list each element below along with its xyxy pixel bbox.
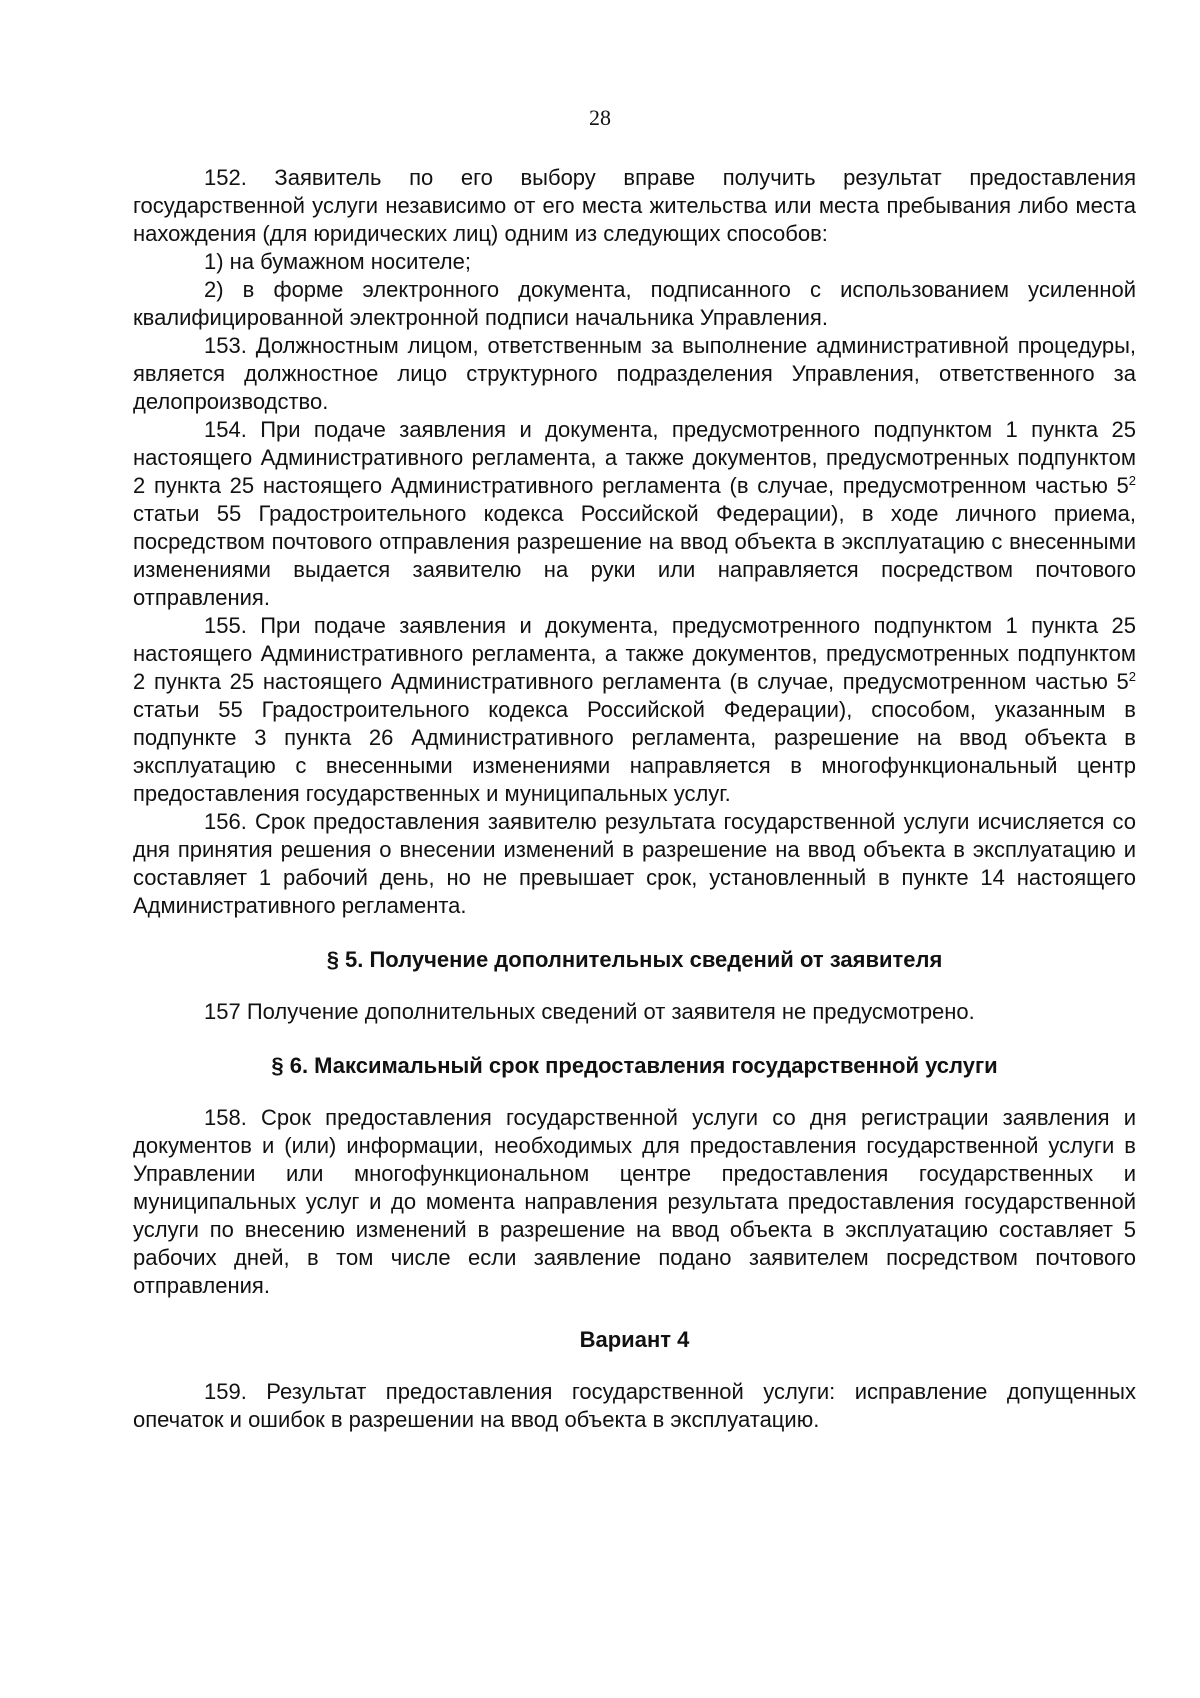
section-5-heading: § 5. Получение дополнительных сведений от заявителя [326,947,943,972]
paragraph-154-part-b: статьи 55 Градостроительного кодекса Российской Федерации), в ходе личного приема, посредством почтового отправления разрешение на ввод объекта в эксплуатацию с внесенными изменениями выдается заявителю на руки или направляется посредством почтового отправления. [133,501,1136,610]
paragraph-157: 157 Получение дополнительных сведений от заявителя не предусмотрено. [204,999,975,1024]
paragraph-153: 153. Должностным лицом, ответственным за выполнение административной процедуры, является должностное лицо структурного подразделения Управления, ответственного за делопроизводство. [133,333,1136,414]
document-body [133,164,1136,1434]
paragraph-159: 159. Результат предоставления государственной услуги: исправление допущенных опечаток и ошибок в разрешении на ввод объекта в эксплуатацию. [133,1379,1136,1432]
paragraph-154 [133,416,1136,612]
paragraph-152-item-1: 1) на бумажном носителе; [204,249,471,274]
paragraph-156: 156. Срок предоставления заявителю результата государственной услуги исчисляется со дня принятия решения о внесении изменений в разрешение на ввод объекта в эксплуатацию и составляет 1 рабочий день, но не превышает срок, установленный в пункте 14 настоящего Административного регламента. [133,809,1136,918]
paragraph-155-superscript: 2 [1128,669,1136,684]
paragraph-154-part-a: 154. При подаче заявления и документа, предусмотренного подпунктом 1 пункта 25 настоящего Административного регламента, а также документов, предусмотренных подпунктом 2 пункта 25 настоящего Административного регламента (в случае, предусмотренном частью 5 [133,417,1136,498]
paragraph-155-part-b: статьи 55 Градостроительного кодекса Российской Федерации), способом, указанным в подпункте 3 пункта 26 Административного регламента, разрешение на ввод объекта в эксплуатацию с внесенными изменениями направляется в многофункциональный центр предоставления государственных и муниципальных услуг. [133,697,1136,806]
paragraph-155 [133,612,1136,808]
paragraph-155-part-a: 155. При подаче заявления и документа, предусмотренного подпунктом 1 пункта 25 настоящего Административного регламента, а также документов, предусмотренных подпунктом 2 пункта 25 настоящего Административного регламента (в случае, предусмотренном частью 5 [133,613,1136,694]
paragraph-152-item-2: 2) в форме электронного документа, подписанного с использованием усиленной квалифицированной электронной подписи начальника Управления. [133,277,1136,330]
page-number: 28 [589,105,611,130]
paragraph-158: 158. Срок предоставления государственной услуги со дня регистрации заявления и документов и (или) информации, необходимых для предоставления государственной услуги в Управлении или многофункциональном центре предоставления государственных и муниципальных услуг и до момента направления результата предоставления государственной услуги по внесению изменений в разрешение на ввод объекта в эксплуатацию составляет 5 рабочих дней, в том числе если заявление подано заявителем посредством почтового отправления. [133,1105,1136,1298]
section-6-heading: § 6. Максимальный срок предоставления государственной услуги [271,1053,998,1078]
variant-4-heading: Вариант 4 [579,1327,690,1352]
paragraph-154-superscript: 2 [1128,473,1136,488]
paragraph-152: 152. Заявитель по его выбору вправе получить результат предоставления государственной услуги независимо от его места жительства или места пребывания либо места нахождения (для юридических лиц) одним из следующих способов: [133,165,1136,246]
